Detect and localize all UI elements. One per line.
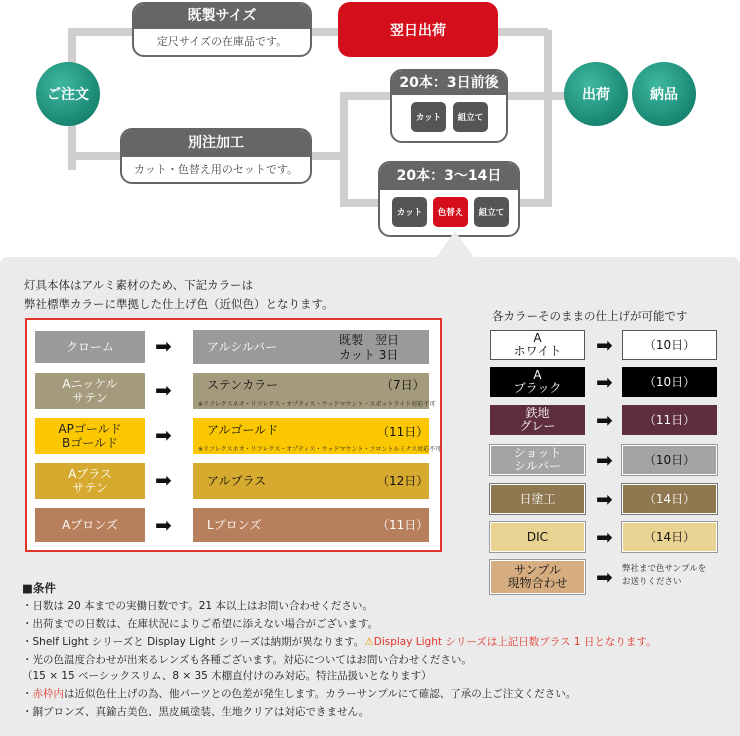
arrow-icon: ➡ xyxy=(155,468,172,492)
condition-3: ・Shelf Light シリーズと Display Light シリーズは納期が異なります。⚠Display Light シリーズは上記日数プラス 1 日となります。 xyxy=(22,636,657,648)
connector-line xyxy=(544,30,552,207)
dst-color-stain: ステンカラー （7日） ※リフレクスネオ・リフレクス・オプティス・ウッドマウント・スポットライト対応不可 xyxy=(193,373,429,409)
ship-label: 出荷 xyxy=(582,87,610,103)
arrow-icon: ➡ xyxy=(155,378,172,402)
arrow-icon: ➡ xyxy=(155,423,172,447)
src-color-brass-satin: Aブラス サテン xyxy=(35,463,145,499)
panel-pointer xyxy=(430,229,480,259)
ship-circle xyxy=(564,62,628,126)
src-color-jpma: 日塗工 xyxy=(490,484,585,514)
warning-icon: ⚠ xyxy=(364,636,374,648)
dst-color-alsilver: アルシルバー 既製 翌日 カット 3日 xyxy=(193,330,429,364)
stock-size-desc: 定尺サイズの在庫品です。 xyxy=(156,35,288,48)
custom-work-title: 別注加工 xyxy=(122,130,310,157)
src-color-shot-silver: ショット シルバー xyxy=(490,445,585,475)
condition-4: ・光の色温度合わせが出来るレンズも各種ございます。対応についてはお問い合わせください。 xyxy=(22,654,472,666)
dst-color-albrass: アルブラス （12日） xyxy=(193,463,429,499)
dst-color-lbronze: Lブロンズ （11日） xyxy=(193,508,429,542)
stock-size-card xyxy=(132,2,312,57)
next-day-ship-box xyxy=(338,2,498,57)
intro-text: 灯具本体はアルミ素材のため、下記カラーは 弊社標準カラーに準拠した仕上げ色（近似色）となります。 xyxy=(24,278,334,311)
arrow-icon: ➡ xyxy=(596,448,613,472)
condition-4-detail: （15 × 15 ベーシックスリム、8 × 35 木棚直付けのみ対応。特注品扱いとなります） xyxy=(22,670,432,682)
arrow-icon: ➡ xyxy=(155,334,172,358)
dst-color-algold: アルゴールド （11日） ※リフレクスネオ・リフレクス・オプティス・ウッドマウント・フロントルミナス対応不可 xyxy=(193,418,429,454)
days-white: （10日） xyxy=(622,330,717,360)
condition-6: ・銅ブロンズ、真鍮古美色、黒皮風塗装、生地クリアは対応できません。 xyxy=(22,706,370,718)
src-color-chrome: クローム xyxy=(35,331,145,363)
right-title: 各カラーそのままの仕上げが可能です xyxy=(492,309,688,323)
src-color-nickel-satin: Aニッケル サテン xyxy=(35,373,145,409)
sample-note: 弊社まで色サンプルを お送りください xyxy=(622,564,707,587)
custom-work-desc: カット・色替え用のセットです。 xyxy=(133,163,298,176)
order-label: ご注文 xyxy=(47,87,89,103)
condition-5: ・赤枠内は近似色仕上げの為、他パーツとの色差が発生します。カラーサンプルにて確認、了承の上ご注文ください。 xyxy=(22,688,577,700)
assemble-button: 組立て xyxy=(474,197,509,227)
recolor-button: 色替え xyxy=(433,197,468,227)
deliver-circle xyxy=(632,62,696,126)
arrow-icon: ➡ xyxy=(596,408,613,432)
next-day-label: 翌日出荷 xyxy=(390,22,446,39)
src-color-black: A ブラック xyxy=(490,367,585,397)
days-jpma: （14日） xyxy=(622,484,717,514)
lot-3days-title: 20本：3日前後 xyxy=(392,71,506,95)
deliver-label: 納品 xyxy=(650,87,678,103)
stock-size-title: 既製サイズ xyxy=(134,4,310,29)
cut-button: カット xyxy=(411,102,446,132)
assemble-button: 組立て xyxy=(453,102,488,132)
arrow-icon: ➡ xyxy=(596,565,613,589)
arrow-icon: ➡ xyxy=(596,525,613,549)
custom-work-card xyxy=(120,128,312,184)
connector-line xyxy=(340,92,348,207)
order-circle xyxy=(36,62,100,126)
conditions-title: ■条件 xyxy=(22,581,56,595)
src-color-iron-gray: 鉄地 グレー xyxy=(490,405,585,435)
lot-14days-title: 20本：3〜14日 xyxy=(380,163,518,190)
days-dic: （14日） xyxy=(622,522,717,552)
src-color-bronze: Aブロンズ xyxy=(35,508,145,542)
src-color-dic: DIC xyxy=(490,522,585,552)
lot-3days-card xyxy=(390,69,508,143)
src-color-sample: サンプル 現物合わせ xyxy=(490,560,585,594)
src-color-gold: APゴールド Bゴールド xyxy=(35,418,145,454)
arrow-icon: ➡ xyxy=(155,513,172,537)
condition-1: ・日数は 20 本までの実働日数です。21 本以上はお問い合わせください。 xyxy=(22,600,373,612)
src-color-white: A ホワイト xyxy=(490,330,585,360)
arrow-icon: ➡ xyxy=(596,370,613,394)
arrow-icon: ➡ xyxy=(596,487,613,511)
condition-2: ・出荷までの日数は、在庫状況によりご希望に添えない場合がございます。 xyxy=(22,618,379,630)
days-shot-silver: （10日） xyxy=(622,445,717,475)
arrow-icon: ➡ xyxy=(596,333,613,357)
cut-button: カット xyxy=(392,197,427,227)
days-iron-gray: （11日） xyxy=(622,405,717,435)
days-black: （10日） xyxy=(622,367,717,397)
